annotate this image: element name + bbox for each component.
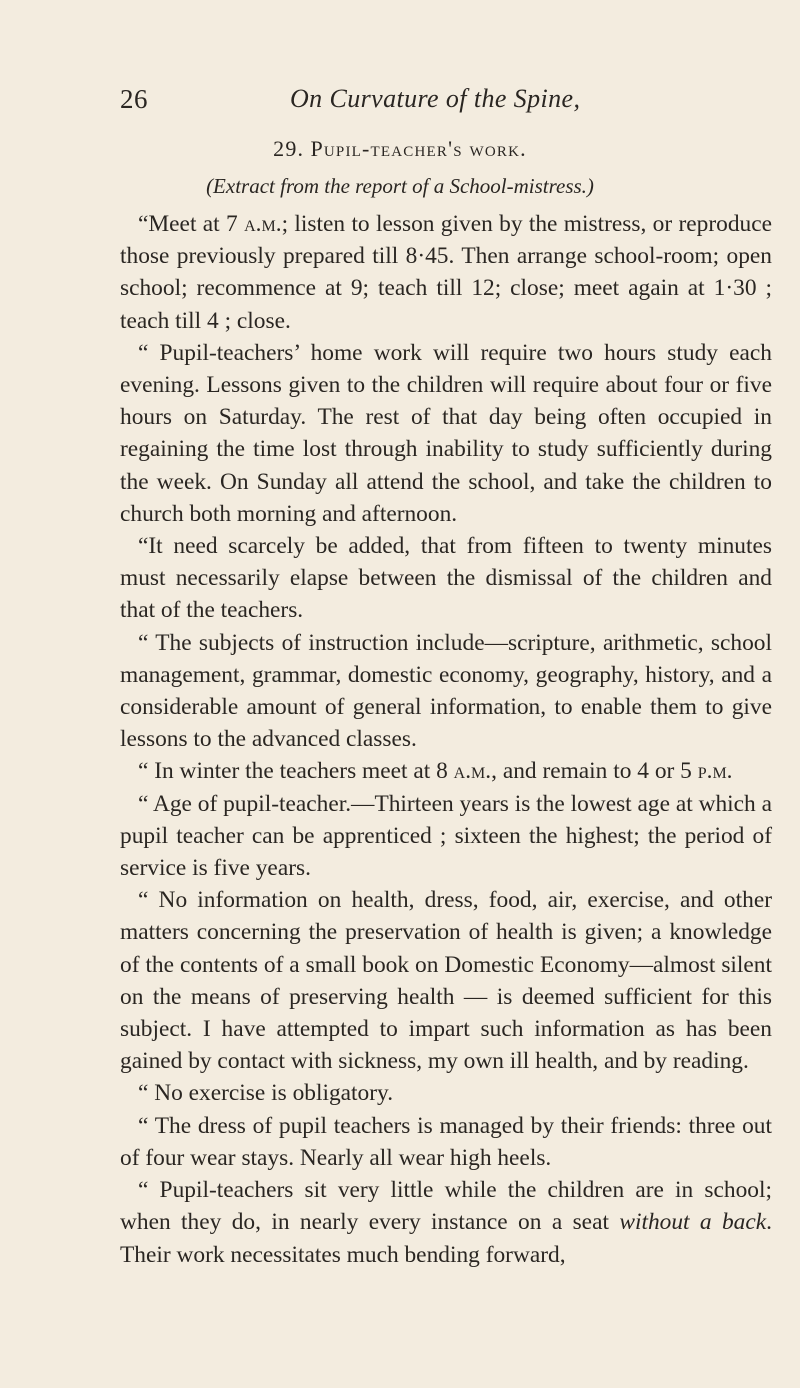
paragraph: “ Age of pupil-teacher.—Thirteen years is the lowest age at which a pupil teacher can be apprenticed ; sixteen the highest; the period of service is five years. (120, 790, 772, 882)
section-title: Pupil-teacher's work. (310, 136, 527, 161)
paragraph: “ The subjects of instruction include—scripture, arithmetic, school management, grammar, domestic economy, geography, history, and a considerable amount of general information, to enable them to give lessons to the advanced classes. (120, 629, 772, 753)
section-number: 29. (273, 136, 305, 161)
paragraph: “ In winter the teachers meet at 8 a.m., and remain to 4 or 5 p.m. (138, 758, 733, 785)
running-head (120, 84, 770, 124)
section-subtitle: (Extract from the report of a School-mistress.) (206, 174, 594, 198)
paragraph: “ The dress of pupil teachers is managed by their friends: three out of four wear stays. Nearly all wear high heels. (120, 1112, 772, 1171)
paragraph: “It need scarcely be added, that from fifteen to twenty minutes must necessarily elapse between the dismissal of the children and that of the teachers. (120, 533, 772, 624)
paragraph: “ Pupil-teachers’ home work will require two hours study each evening. Lessons given to the children will require about four or five hours on Saturday. The rest of that day being often occupied in regaining the time lost through inability to study sufficiently during the week. On Sunday all attend the school, and take the children to church both morning and afternoon. (120, 339, 772, 527)
paragraph: “ No exercise is obligatory. (138, 1080, 394, 1107)
paragraph: “Meet at 7 a.m.; listen to lesson given by the mistress, or reproduce those previously prepared till 8·45. Then arrange school-room; open school; recommence at 9; teach till 12; close; meet again at 1·30 ; teach till 4 ; close. (120, 211, 773, 334)
paragraph: “ Pupil-teachers sit very little while the children are in school; when they do, in nearly every instance on a seat without a back. Their work necessitates much bending forward, (120, 1177, 772, 1268)
paragraph: “ No information on health, dress, food, air, exercise, and other matters concerning the preservation of health is given; a knowledge of the contents of a small book on Domestic Economy—almost silent on the means of preserving health — is deemed sufficient for this subject. I have attempted to impart such information as has been gained by contact with sickness, my own ill health, and by reading. (120, 887, 772, 1075)
page-number: 26 (120, 84, 148, 114)
section-heading (0, 136, 800, 162)
body-text (120, 208, 772, 1271)
running-title: On Curvature of the Spine, (290, 84, 581, 113)
